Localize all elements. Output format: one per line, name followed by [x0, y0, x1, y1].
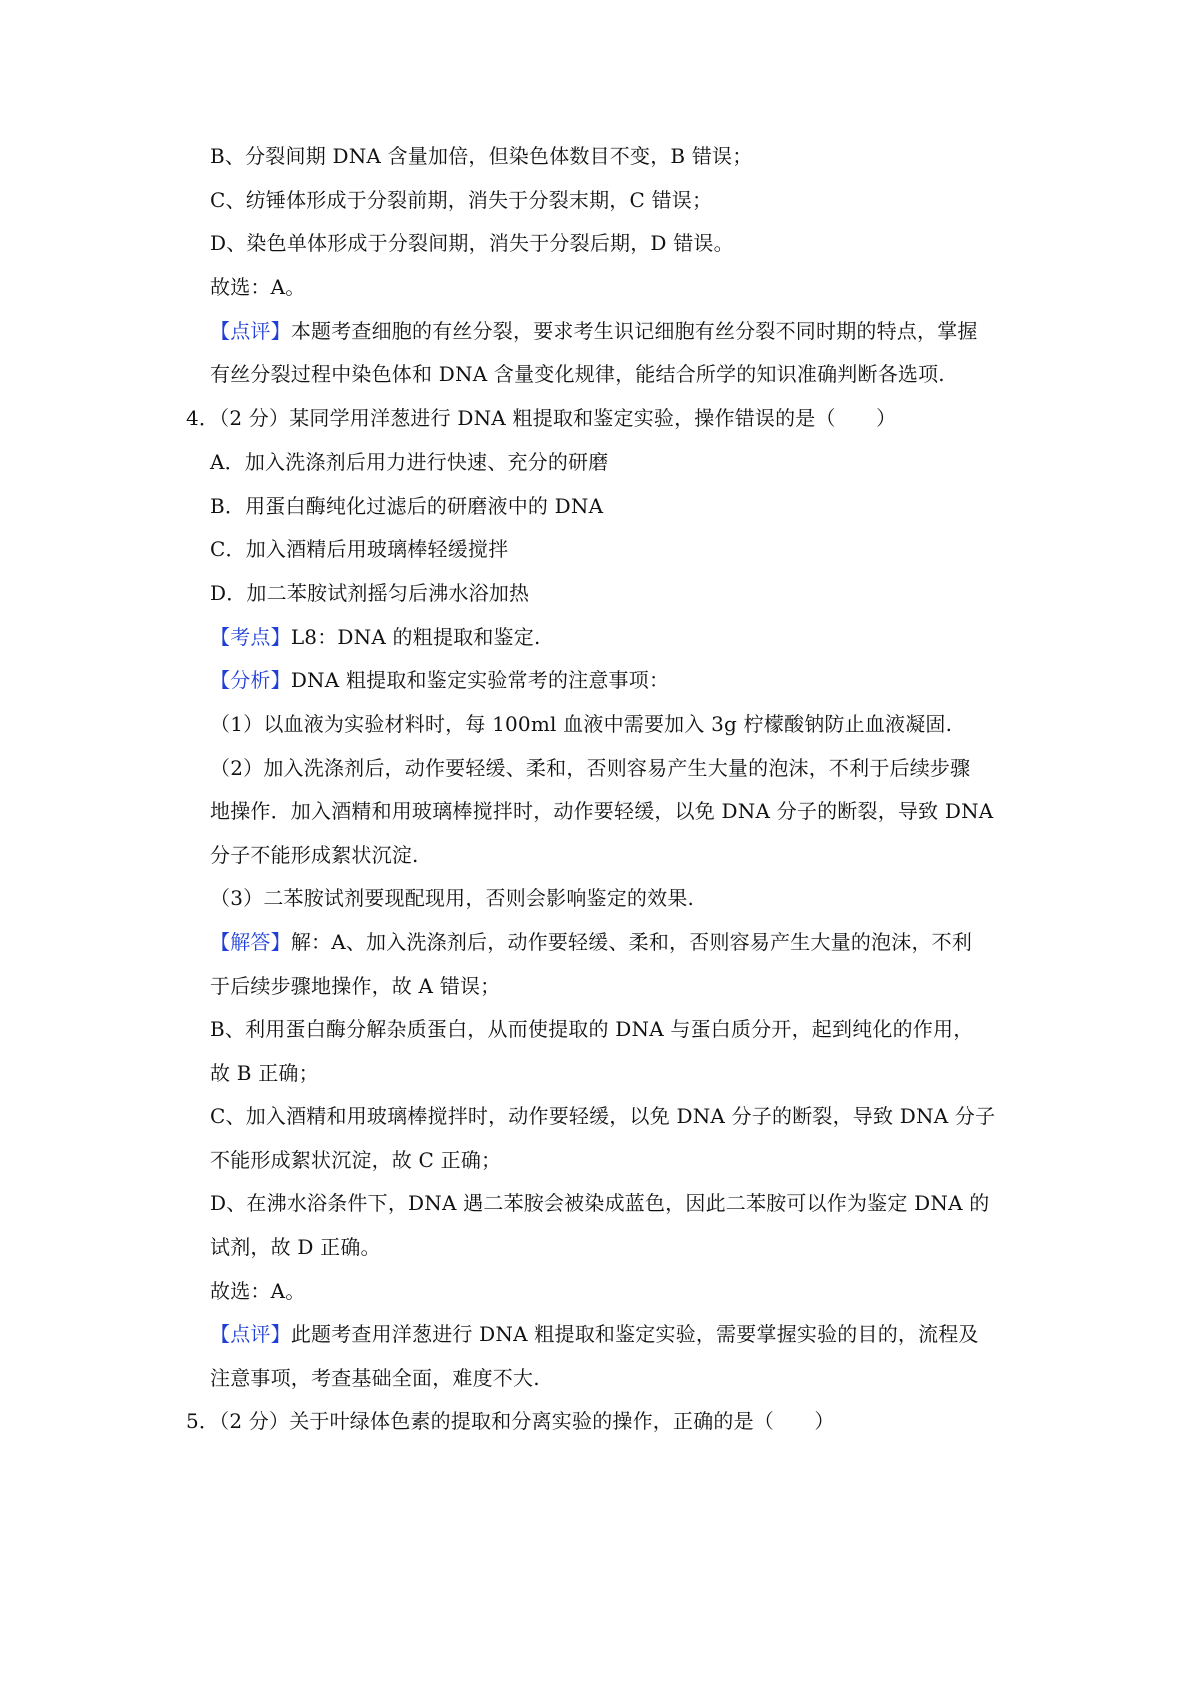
answer-line-b: B、分裂间期 DNA 含量加倍，但染色体数目不变，B 错误；	[210, 144, 753, 168]
answer-line: 于后续步骤地操作，故 A 错误；	[210, 974, 501, 998]
question-5-stem: 5．（2 分）关于叶绿体色素的提取和分离实验的操作，正确的是（ ）	[186, 1409, 835, 1433]
note-line: （1）以血液为实验材料时，每 100ml 血液中需要加入 3g 柠檬酸钠防止血液凝固.	[210, 712, 953, 736]
comment-text-cont: 注意事项，考查基础全面，难度不大.	[210, 1366, 540, 1390]
option-a: A．加入洗涤剂后用力进行快速、充分的研磨	[210, 450, 609, 474]
fenxi-paragraph	[210, 666, 669, 694]
answer-choice: 故选：A。	[210, 275, 306, 299]
answer-line-d: D、染色单体形成于分裂间期，消失于分裂后期，D 错误。	[210, 231, 734, 255]
comment-text-cont: 有丝分裂过程中染色体和 DNA 含量变化规律，能结合所学的知识准确判断各选项.	[210, 362, 945, 386]
comment-tag: 【点评】	[210, 319, 291, 343]
answer-line: D、在沸水浴条件下，DNA 遇二苯胺会被染成蓝色，因此二苯胺可以作为鉴定 DNA 的	[210, 1191, 990, 1215]
comment-text: 此题考查用洋葱进行 DNA 粗提取和鉴定实验，需要掌握实验的目的，流程及	[290, 1322, 979, 1346]
question-4-stem: 4．（2 分）某同学用洋葱进行 DNA 粗提取和鉴定实验，操作错误的是（ ）	[186, 406, 897, 430]
note-line: 地操作．加入酒精和用玻璃棒搅拌时，动作要轻缓，以免 DNA 分子的断裂，导致 DNA	[210, 799, 994, 823]
answer-choice: 故选：A。	[210, 1279, 306, 1303]
answer-line: C、加入酒精和用玻璃棒搅拌时，动作要轻缓，以免 DNA 分子的断裂，导致 DNA 分子	[210, 1104, 996, 1128]
answer-line: 故 B 正确；	[210, 1061, 319, 1085]
note-line: （2）加入洗涤剂后，动作要轻缓、柔和，否则容易产生大量的泡沫，不利于后续步骤	[210, 756, 971, 780]
option-b: B．用蛋白酶纯化过滤后的研磨液中的 DNA	[210, 494, 604, 518]
answer-line: 不能形成絮状沉淀，故 C 正确；	[210, 1148, 502, 1172]
note-line: 分子不能形成絮状沉淀.	[210, 843, 419, 867]
fenxi-tag: 【分析】	[210, 668, 291, 692]
comment-tag: 【点评】	[210, 1322, 291, 1346]
fenxi-text: DNA 粗提取和鉴定实验常考的注意事项：	[290, 668, 670, 692]
option-d: D．加二苯胺试剂摇匀后沸水浴加热	[210, 581, 530, 605]
comment-text: 本题考查细胞的有丝分裂，要求考生识记细胞有丝分裂不同时期的特点，掌握	[290, 319, 978, 343]
jieda-text: 解：A、加入洗涤剂后，动作要轻缓、柔和，否则容易产生大量的泡沫，不利	[290, 930, 973, 954]
comment-paragraph	[210, 317, 978, 345]
answer-line: 试剂，故 D 正确。	[210, 1235, 381, 1259]
kaodian-text: L8：DNA 的粗提取和鉴定.	[290, 625, 541, 649]
answer-line-c: C、纺锤体形成于分裂前期，消失于分裂末期，C 错误；	[210, 188, 713, 212]
kaodian-tag: 【考点】	[210, 625, 291, 649]
comment-paragraph	[210, 1320, 979, 1348]
jieda-paragraph	[210, 928, 972, 956]
option-c: C．加入酒精后用玻璃棒轻缓搅拌	[210, 537, 509, 561]
answer-line: B、利用蛋白酶分解杂质蛋白，从而使提取的 DNA 与蛋白质分开，起到纯化的作用，	[210, 1017, 974, 1041]
note-line: （3）二苯胺试剂要现配现用，否则会影响鉴定的效果.	[210, 886, 695, 910]
kaodian-paragraph	[210, 623, 541, 651]
jieda-tag: 【解答】	[210, 930, 291, 954]
